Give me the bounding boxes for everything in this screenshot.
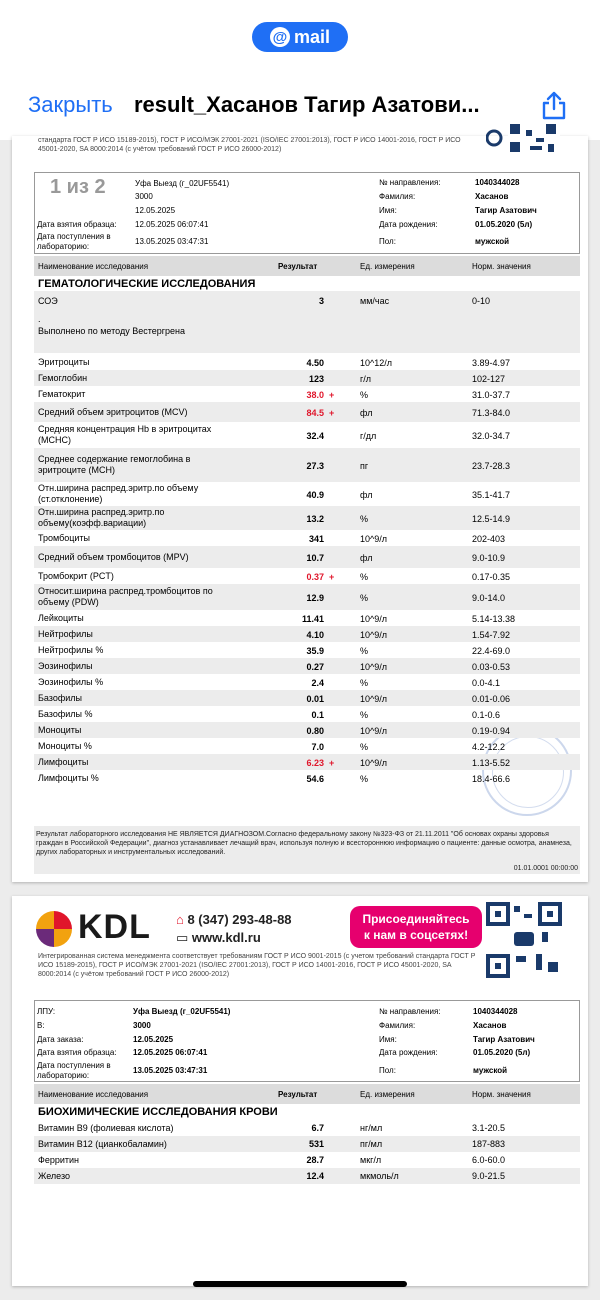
row-name: Средняя концентрация Hb в эритроцитах (MCHC) [38, 424, 212, 445]
row-unit: 10^9/л [360, 725, 387, 736]
row-norm: 1.13-5.52 [472, 757, 511, 768]
table-row [34, 738, 580, 754]
lpu-label: ЛПУ: [37, 1007, 56, 1016]
table-row [34, 690, 580, 706]
name-value: Тагир Азатович [475, 206, 537, 215]
row-norm: 187-883 [472, 1139, 506, 1149]
social-line-2: к нам в соцсетях! [363, 928, 469, 942]
row-unit: 10^9/л [360, 661, 387, 672]
row-name: Относит.ширина распред.тромбоцитов по объему (PDW) [38, 586, 213, 607]
table-row [34, 402, 580, 422]
sex-label: Пол: [379, 237, 396, 246]
table-row [34, 1152, 580, 1168]
lpu-value: Уфа Выезд (г_02UF5541) [135, 179, 230, 188]
row-name: Отн.ширина распред.эритр.по объему (ст.отклонение) [38, 483, 199, 504]
col-unit: Ед. измерения [360, 1090, 415, 1099]
section-title-hematology: ГЕМАТОЛОГИЧЕСКИЕ ИССЛЕДОВАНИЯ [38, 278, 256, 290]
row-norm: 12.5-14.9 [472, 513, 511, 524]
row-result: 84.5 [306, 407, 324, 418]
table-row [34, 546, 580, 568]
table-header [34, 256, 580, 276]
col-result: Результат [278, 262, 318, 271]
col-name: Наименование исследования [38, 262, 149, 271]
row-unit: фл [360, 407, 373, 418]
row-norm: 0.0-4.1 [472, 677, 501, 688]
lpu-value: Уфа Выезд (г_02UF5541) [133, 1007, 231, 1016]
mail-app-badge[interactable] [252, 22, 348, 52]
row-result: 7.0 [311, 741, 324, 752]
row-unit: пг [360, 460, 369, 471]
row-name: Моноциты [38, 724, 82, 735]
table-row [34, 482, 580, 506]
row-name: Эозинофилы % [38, 676, 104, 687]
table-row [34, 754, 580, 770]
row-unit: % [360, 709, 369, 720]
row-norm: 9.0-21.5 [472, 1171, 506, 1181]
surname-value: Хасанов [473, 1021, 507, 1030]
row-norm: 9.0-14.0 [472, 592, 506, 603]
sample-value: 12.05.2025 06:07:41 [133, 1048, 208, 1057]
method-dot: . [38, 314, 41, 324]
row-result: 341 [308, 533, 324, 544]
row-result: 0.27 [306, 661, 324, 672]
col-norm: Норм. значения [472, 262, 531, 271]
row-name: Ферритин [38, 1155, 80, 1165]
row-result: 0.80 [306, 725, 324, 736]
table-row [34, 370, 580, 386]
row-norm: 35.1-41.7 [472, 489, 511, 500]
row-name: Нейтрофилы [38, 628, 93, 639]
row-name: Средний объем тромбоцитов (MPV) [38, 551, 189, 562]
website [176, 930, 261, 946]
row-result: 0.37 [306, 571, 324, 582]
row-result: 10.7 [306, 552, 324, 563]
standards-text: стандарта ГОСТ Р ИСО 15189-2015), ГОСТ Р ИСО/МЭК 27001-2021 (ISO/IEC 27001:2013), ГОСТ Р ИСО 14001-2016, ГОСТ Р ИСО 45001-2020, SA 8000:2014 (с учётом требований ГОСТ Р ИСО 26000-2012) [38, 137, 461, 153]
at-icon: @ [270, 27, 290, 47]
footer-code: 01.01.0001 00:00:00 [513, 865, 578, 872]
row-norm: 0.17-0.35 [472, 571, 511, 582]
received-value: 13.05.2025 03:47:31 [133, 1066, 208, 1075]
row-name: Нейтрофилы % [38, 644, 104, 655]
v-label: В: [37, 1021, 45, 1030]
order-date-value: 12.05.2025 [133, 1035, 174, 1044]
row-unit: % [360, 571, 369, 582]
sex-value: мужской [473, 1066, 508, 1075]
table-row [34, 386, 580, 402]
row-unit: г/л [360, 373, 372, 384]
table-row [34, 584, 580, 610]
row-unit: % [360, 773, 369, 784]
row-result: 6.7 [311, 1123, 324, 1133]
home-indicator[interactable] [193, 1281, 407, 1287]
row-norm: 71.3-84.0 [472, 407, 511, 418]
row-result: 3 [318, 296, 324, 306]
ref-label: № направления: [379, 1007, 441, 1016]
v-value: 3000 [133, 1021, 151, 1030]
row-norm: 32.0-34.7 [472, 430, 511, 441]
kdl-logo [36, 908, 151, 947]
table-row [34, 722, 580, 738]
row-norm: 4.2-12.2 [472, 741, 506, 752]
surname-label: Фамилия: [379, 1021, 416, 1030]
page-indicator: 1 из 2 [50, 176, 106, 198]
row-result: 35.9 [306, 645, 324, 656]
row-unit: 10^9/л [360, 533, 387, 544]
row-result: 38.0 [306, 389, 324, 400]
patient-info-box [34, 172, 580, 254]
row-result: 4.10 [306, 629, 324, 640]
row-norm: 0.03-0.53 [472, 661, 511, 672]
ref-value: 1040344028 [475, 178, 520, 187]
surname-label: Фамилия: [379, 192, 416, 201]
row-unit: фл [360, 552, 373, 563]
table-row [34, 568, 580, 584]
row-unit: 10^12/л [360, 357, 392, 368]
row-result: 28.7 [306, 1155, 324, 1165]
footer-note: Результат лабораторного исследования НЕ ЯВЛЯЕТСЯ ДИАГНОЗОМ.Согласно федеральному закону №323-ФЗ от 21.11.2011 "Об основах охраны здоровья граждан в Российской Федерации", диагноз устанавливает лечащий врач, используя полную и всестороннюю информацию о пациенте: данные осмотра, анамнеза, других лабораторных и инструментальных исследований. [36, 831, 572, 856]
qr-code-icon [486, 120, 562, 156]
row-result: 12.9 [306, 592, 324, 603]
phone-text: 8 (347) 293-48-88 [187, 912, 292, 927]
table-row [34, 1168, 580, 1184]
name-label: Имя: [379, 1035, 397, 1044]
row-name: Лимфоциты % [38, 772, 99, 783]
row-result: 40.9 [306, 489, 324, 500]
row-name: Эритроциты [38, 356, 90, 367]
phone-icon: ⌂ [176, 912, 188, 927]
row-unit: % [360, 677, 369, 688]
row-result: 32.4 [306, 430, 324, 441]
row-result: 13.2 [306, 513, 324, 524]
row-norm: 3.1-20.5 [472, 1123, 506, 1133]
kdl-logo-mark-icon [36, 911, 72, 947]
row-norm: 23.7-28.3 [472, 460, 511, 471]
document-title: result_Хасанов Тагир Азатови... [134, 92, 480, 117]
sample-label: Дата взятия образца: [37, 220, 117, 229]
table-row [34, 770, 580, 786]
birth-value: 01.05.2020 (5л) [475, 220, 533, 229]
row-unit: 10^9/л [360, 629, 387, 640]
order-date-label: Дата заказа: [37, 1035, 84, 1044]
row-norm: 0.19-0.94 [472, 725, 511, 736]
table-header-2 [34, 1084, 580, 1104]
share-icon[interactable] [540, 90, 568, 120]
table-row [34, 354, 580, 370]
table-row-soe [34, 291, 580, 353]
qr-code-icon [486, 902, 562, 978]
birth-value: 01.05.2020 (5л) [473, 1048, 531, 1057]
table-row [34, 448, 580, 482]
v-value: 3000 [135, 192, 153, 201]
site-text: www.kdl.ru [191, 930, 261, 945]
row-result: 12.4 [306, 1171, 324, 1181]
table-row [34, 610, 580, 626]
top-bar [0, 0, 600, 140]
row-name: СОЭ [38, 296, 58, 306]
row-unit: 10^9/л [360, 757, 387, 768]
row-flag: + [329, 757, 335, 768]
row-name: Средний объем эритроцитов (MCV) [38, 406, 188, 417]
brand-name: KDL [78, 908, 151, 946]
row-norm: 22.4-69.0 [472, 645, 511, 656]
row-norm: 3.89-4.97 [472, 357, 511, 368]
row-norm: 5.14-13.38 [472, 613, 516, 624]
phone-number [176, 912, 292, 927]
col-unit: Ед. измерения [360, 262, 415, 271]
row-norm: 0.01-0.06 [472, 693, 511, 704]
row-name: Тромбокрит (PCT) [38, 570, 114, 581]
table-row [34, 1136, 580, 1152]
row-name: Тромбоциты [38, 532, 91, 543]
received-value: 13.05.2025 03:47:31 [135, 237, 209, 246]
row-flag: + [329, 571, 335, 582]
report-page-2 [12, 896, 588, 1286]
monitor-icon: ▭ [176, 930, 192, 945]
row-norm: 0-10 [472, 296, 491, 306]
row-result: 123 [308, 373, 324, 384]
table-row [34, 674, 580, 690]
ref-label: № направления: [379, 178, 441, 187]
table-row [34, 658, 580, 674]
row-name: Витамин B9 (фолиевая кислота) [38, 1123, 174, 1133]
table-row [34, 530, 580, 546]
sex-value: мужской [475, 237, 510, 246]
row-result: 54.6 [306, 773, 324, 784]
sex-label: Пол: [379, 1066, 396, 1075]
row-result: 2.4 [311, 677, 324, 688]
row-name: Базофилы [38, 692, 82, 703]
order-date-value: 12.05.2025 [135, 206, 176, 215]
row-unit: нг/мл [360, 1123, 383, 1133]
footer-box [34, 826, 580, 874]
col-result: Результат [278, 1090, 318, 1099]
row-norm: 31.0-37.7 [472, 389, 511, 400]
row-name: Среднее содержание гемоглобина в эритроците (MCH) [38, 454, 191, 475]
row-name: Гемоглобин [38, 372, 88, 383]
col-name: Наименование исследования [38, 1090, 149, 1099]
patient-info-box-2 [34, 1000, 580, 1082]
row-unit: % [360, 645, 369, 656]
row-norm: 1.54-7.92 [472, 629, 511, 640]
row-unit: % [360, 741, 369, 752]
row-result: 0.1 [311, 709, 324, 720]
row-unit: мм/час [360, 296, 390, 306]
table-row [34, 506, 580, 530]
row-unit: 10^9/л [360, 613, 387, 624]
report-page-1 [12, 136, 588, 882]
row-unit: мкмоль/л [360, 1171, 399, 1181]
row-unit: % [360, 513, 369, 524]
row-norm: 9.0-10.9 [472, 552, 506, 563]
row-result: 0.01 [306, 693, 324, 704]
social-banner [350, 906, 482, 948]
row-result: 27.3 [306, 460, 324, 471]
sample-label: Дата взятия образца: [37, 1048, 117, 1057]
row-name: Гематокрит [38, 388, 86, 399]
surname-value: Хасанов [475, 192, 509, 201]
row-name: Моноциты % [38, 740, 92, 751]
row-name: Эозинофилы [38, 660, 93, 671]
standards-text-2: Интегрированная система менеджмента соответствует требованиям ГОСТ Р ИСО 9001-2015 (с учетом требований стандарта ГОСТ Р ИСО 15189-2015), ГОСТ Р ИСО/МЭК 27001-2021 (ISO/IEC 27001:2013), ГОСТ Р ИСО 14001-2016, ГОСТ Р ИСО 45001-2020, SA 8000:2014 (с учётом требований ГОСТ Р ИСО 26000-2012) [38, 953, 476, 978]
row-unit: пг/мл [360, 1139, 383, 1149]
row-unit: 10^9/л [360, 693, 387, 704]
received-label: Дата поступления в лабораторию: [37, 232, 111, 251]
row-name: Витамин B12 (цианкобаламин) [38, 1139, 167, 1149]
received-label: Дата поступления в лабораторию: [37, 1061, 111, 1080]
birth-label: Дата рождения: [379, 1048, 438, 1057]
mail-label: mail [293, 26, 331, 47]
ref-value: 1040344028 [473, 1007, 518, 1016]
name-value: Тагир Азатович [473, 1035, 535, 1044]
col-norm: Норм. значения [472, 1090, 531, 1099]
row-result: 4.50 [306, 357, 324, 368]
table-row [34, 1120, 580, 1136]
row-norm: 202-403 [472, 533, 506, 544]
social-line-1: Присоединяйтесь [362, 912, 470, 926]
row-flag: + [329, 407, 335, 418]
table-row [34, 422, 580, 448]
method-note: Выполнено по методу Вестергрена [38, 326, 186, 336]
row-norm: 0.1-0.6 [472, 709, 501, 720]
row-name: Лимфоциты [38, 756, 89, 767]
row-unit: г/дл [360, 430, 377, 441]
row-flag: + [329, 389, 335, 400]
birth-label: Дата рождения: [379, 220, 438, 229]
row-norm: 6.0-60.0 [472, 1155, 506, 1165]
row-result: 6.23 [306, 757, 324, 768]
row-result: 11.41 [301, 613, 324, 624]
row-name: Железо [38, 1171, 70, 1181]
row-name: Отн.ширина распред.эритр.по объему(коэфф.вариации) [38, 507, 165, 528]
row-norm: 102-127 [472, 373, 506, 384]
sample-value: 12.05.2025 06:07:41 [135, 220, 209, 229]
table-row [34, 706, 580, 722]
row-name: Базофилы % [38, 708, 93, 719]
row-result: 531 [308, 1139, 324, 1149]
row-unit: % [360, 592, 369, 603]
row-name: Лейкоциты [38, 612, 84, 623]
section-title-biochem: БИОХИМИЧЕСКИЕ ИССЛЕДОВАНИЯ КРОВИ [38, 1106, 278, 1118]
table-row [34, 626, 580, 642]
close-button[interactable]: Закрыть [28, 92, 113, 117]
row-unit: мкг/л [360, 1155, 382, 1165]
row-unit: % [360, 389, 369, 400]
name-label: Имя: [379, 206, 397, 215]
row-norm: 18.4-66.6 [472, 773, 511, 784]
row-unit: фл [360, 489, 373, 500]
table-row [34, 642, 580, 658]
